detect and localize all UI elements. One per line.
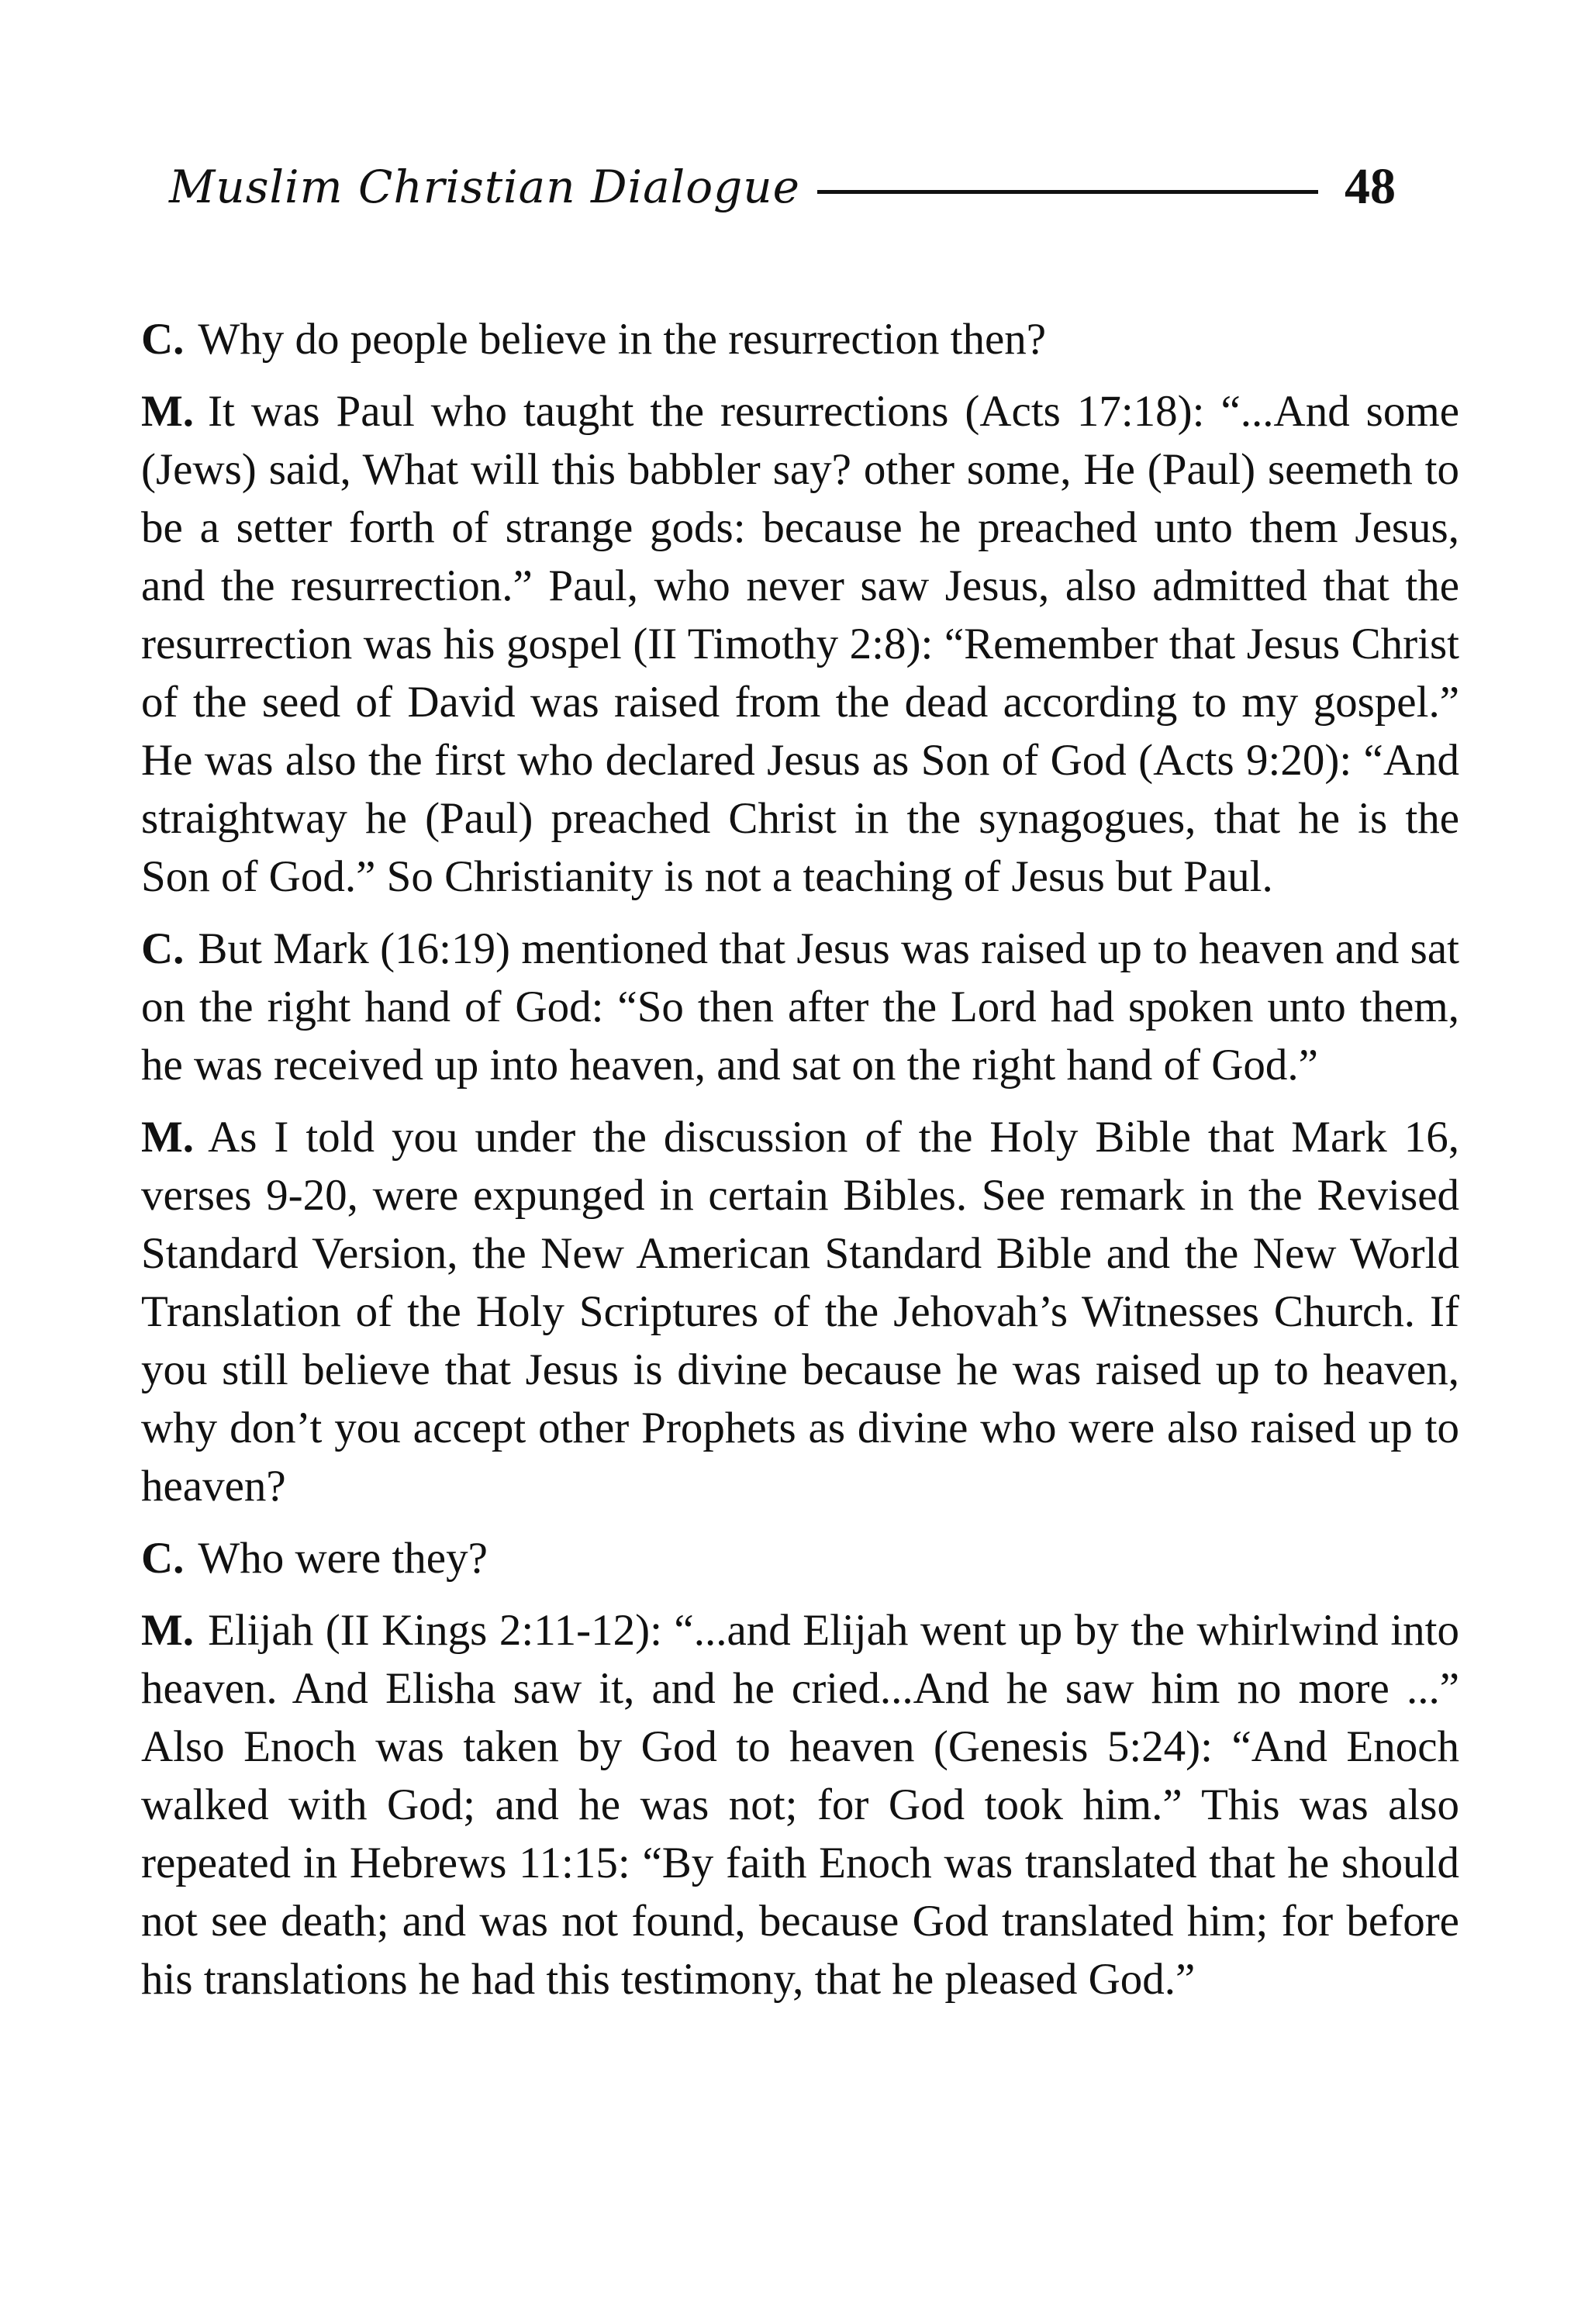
dialogue-paragraph (141, 310, 1459, 368)
paragraph-text: But Mark (16:19) mentioned that Jesus was raised up to heaven and sat on the right hand of God: “So then after the Lord had spoken unto them, he was received up into heaven, and sat on the right hand of God.” (141, 924, 1459, 1089)
dialogue-paragraph (141, 1529, 1459, 1587)
page-number: 48 (1345, 158, 1396, 215)
book-title: Muslim Christian Dialogue (169, 161, 800, 213)
paragraph-text: As I told you under the discussion of the Holy Bible that Mark 16, verses 9-20, were expunged in certain Bibles. See remark in the Revised Standard Version, the New American Standard Bible and the New World Translation of the Holy Scriptures of the Jehovah’s Witnesses Church. If you still believe that Jesus is divine because he was raised up to heaven, why don’t you accept other Prophets as divine who were also raised up to heaven? (141, 1113, 1459, 1511)
speaker-label: C. (141, 924, 185, 973)
paragraph-text: Who were they? (198, 1534, 488, 1583)
dialogue-paragraph (141, 1108, 1459, 1515)
header-rule (817, 190, 1318, 194)
dialogue-paragraph (141, 920, 1459, 1094)
page-body (141, 310, 1459, 2022)
speaker-label: M. (141, 1606, 195, 1655)
paragraph-text: It was Paul who taught the resurrections (Acts 17:18): “...And some (Jews) said, What will this babbler say? other some, He (Paul) seemeth to be a setter forth of strange gods: because he preached unto them Jesus, and the resurrection.” Paul, who never saw Jesus, also admitted that the resurrection was his gospel (II Timothy 2:8): “Remember that Jesus Christ of the seed of David was raised from the dead according to my gospel.” He was also the first who declared Jesus as Son of God (Acts 9:20): “And straightway he (Paul) preached Christ in the synagogues, that he is the Son of God.” So Christianity is not a teaching of Jesus but Paul. (141, 387, 1459, 901)
running-header (169, 152, 1396, 222)
dialogue-paragraph (141, 1601, 1459, 2008)
speaker-label: M. (141, 1113, 195, 1162)
speaker-label: M. (141, 387, 195, 436)
dialogue-paragraph (141, 382, 1459, 906)
speaker-label: C. (141, 1534, 185, 1583)
paragraph-text: Elijah (II Kings 2:11-12): “...and Elijah went up by the whirlwind into heaven. And Elisha saw it, and he cried...And he saw him no more ...” Also Enoch was taken by God to heaven (Genesis 5:24): “And Enoch walked with God; and he was not; for God took him.” This was also repeated in Hebrews 11:15: “By faith Enoch was translated that he should not see death; and was not found, because God translated him; for before his translations he had this testimony, that he pleased God.” (141, 1606, 1459, 2004)
paragraph-text: Why do people believe in the resurrection then? (198, 315, 1047, 364)
speaker-label: C. (141, 315, 185, 364)
